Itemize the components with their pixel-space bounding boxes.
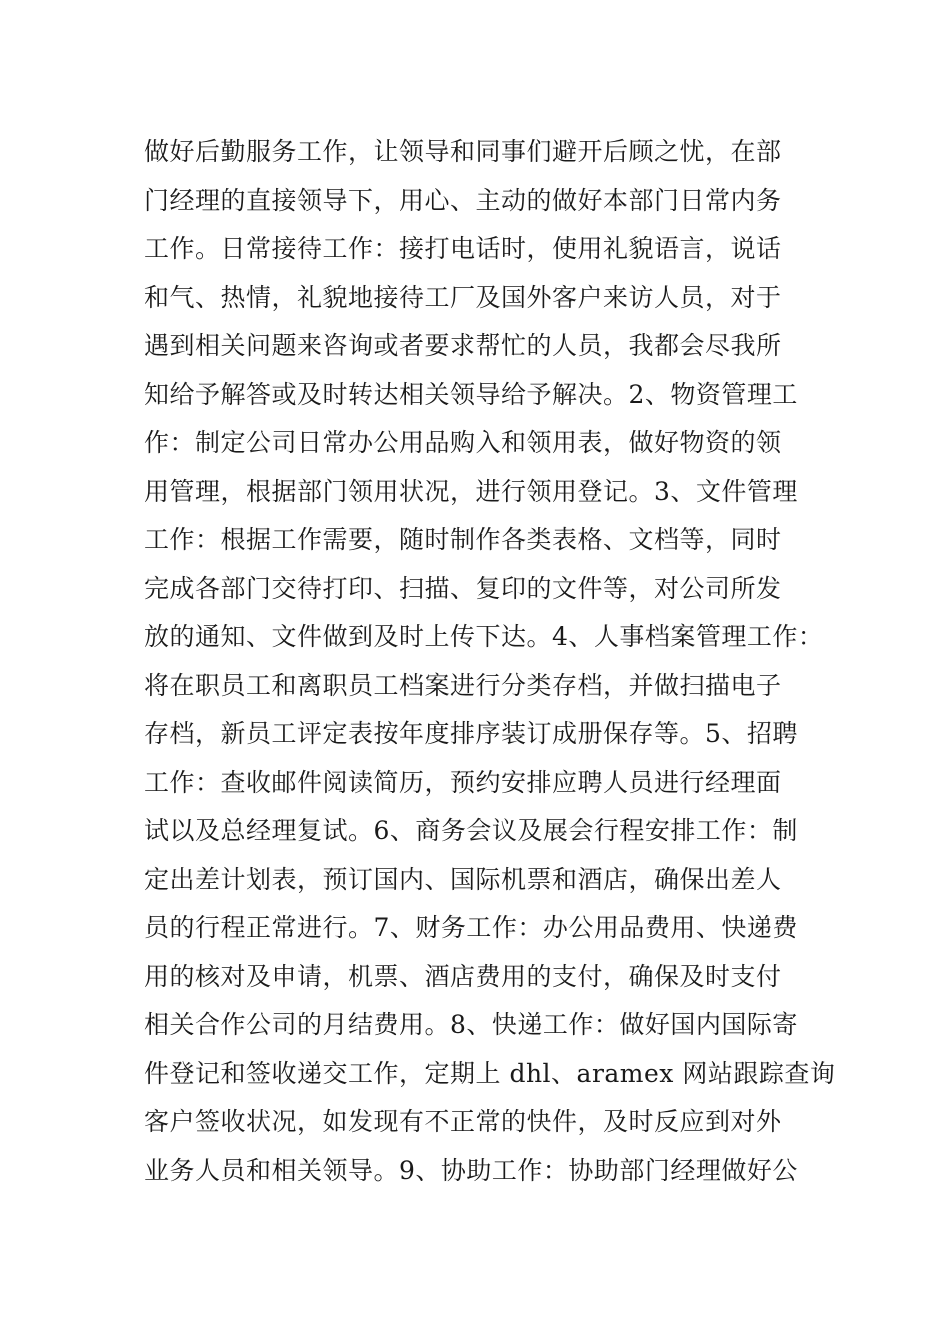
text-line: 定出差计划表，预订国内、国际机票和酒店，确保出差人 [144,864,782,894]
text-line: 作：制定公司日常办公用品购入和领用表，做好物资的领 [144,428,782,457]
text-line: 业务人员和相关领导。9、协助工作：协助部门经理做好公 [144,1155,798,1185]
text-line: 用的核对及申请，机票、酒店费用的支付，确保及时支付 [144,961,782,991]
text-line: 放的通知、文件做到及时上传下达。4、人事档案管理工作： [144,622,824,651]
text-line: 用管理，根据部门领用状况，进行领用登记。3、文件管理 [144,476,798,506]
text-line: 客户签收状况，如发现有不正常的快件，及时反应到对外 [144,1107,782,1136]
text-line: 件登记和签收递交工作，定期上 dhl、aramex 网站跟踪查询 [144,1058,836,1088]
text-line: 门经理的直接领导下，用心、主动的做好本部门日常内务 [144,185,782,215]
text-line: 将在职员工和离职员工档案进行分类存档，并做扫描电子 [144,670,782,700]
text-line: 和气、热情，礼貌地接待工厂及国外客户来访人员，对于 [144,282,782,312]
body-text [144,128,844,1195]
text-line: 试以及总经理复试。6、商务会议及展会行程安排工作：制 [144,816,798,845]
text-line: 做好后勤服务工作，让领导和同事们避开后顾之忧，在部 [144,137,782,166]
text-line: 完成各部门交待打印、扫描、复印的文件等，对公司所发 [144,573,782,603]
text-line: 知给予解答或及时转达相关领导给予解决。2、物资管理工 [144,379,798,409]
text-line: 工作。日常接待工作：接打电话时，使用礼貌语言，说话 [144,234,782,263]
text-line: 员的行程正常进行。7、财务工作：办公用品费用、快递费 [144,913,798,942]
text-line: 遇到相关问题来咨询或者要求帮忙的人员，我都会尽我所 [144,331,782,360]
text-line: 存档，新员工评定表按年度排序装订成册保存等。5、招聘 [144,719,798,748]
text-line: 工作：根据工作需要，随时制作各类表格、文档等，同时 [144,525,782,554]
text-line: 相关合作公司的月结费用。8、快递工作：做好国内国际寄 [144,1010,798,1039]
text-line: 工作：查收邮件阅读简历，预约安排应聘人员进行经理面 [144,767,782,797]
